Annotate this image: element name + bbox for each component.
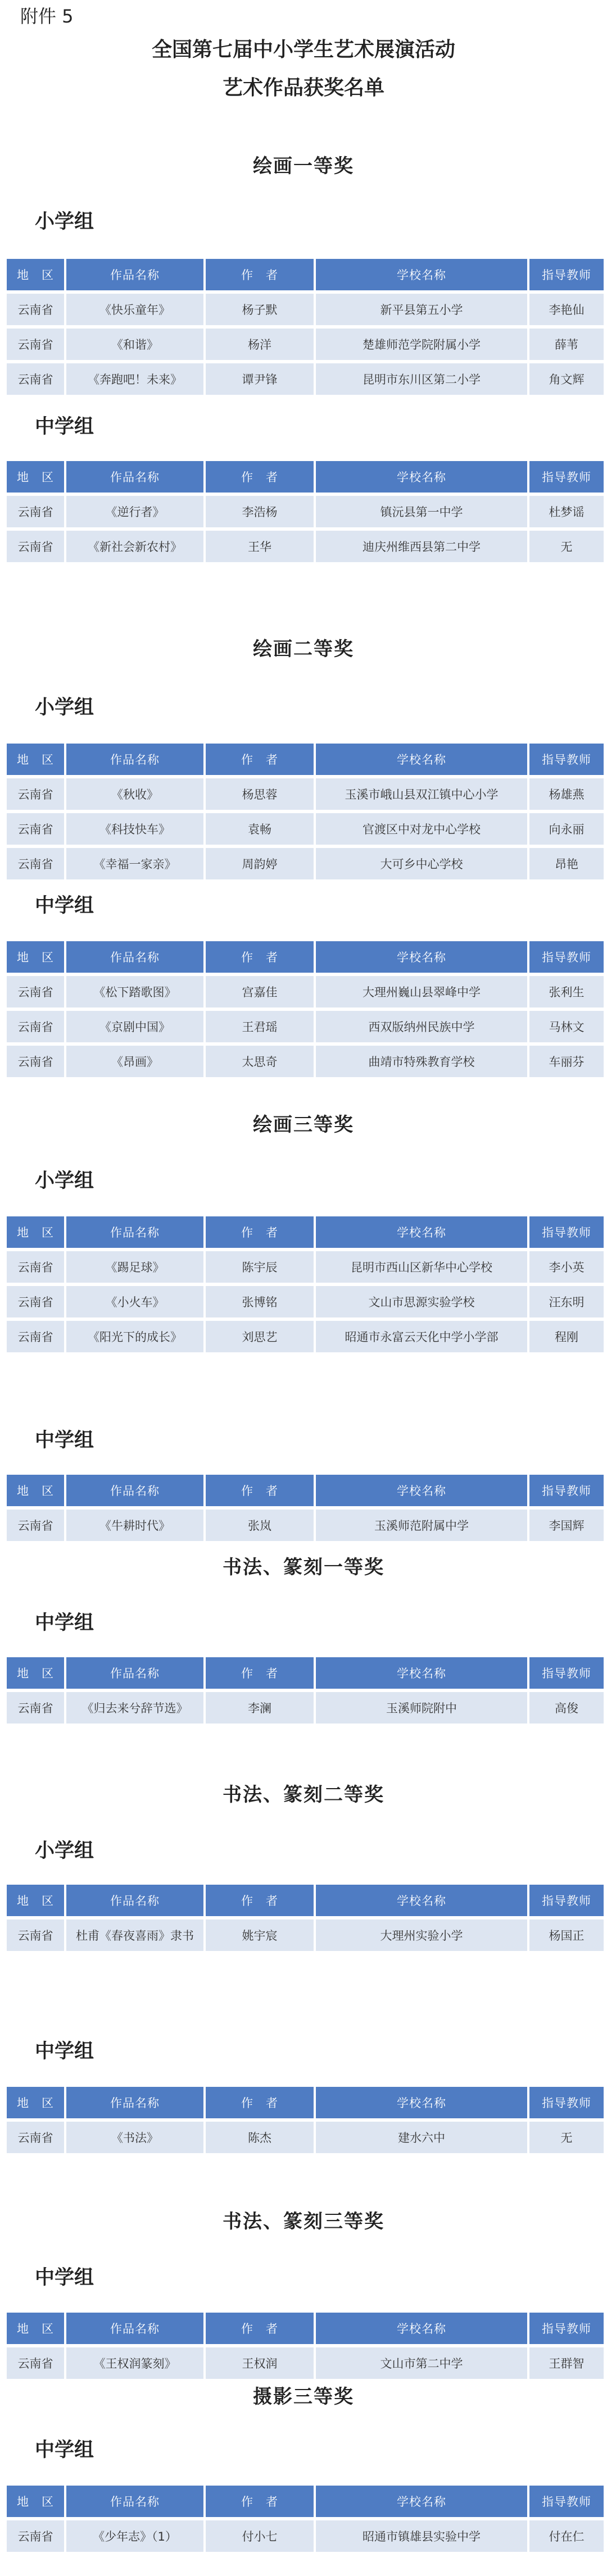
table-row — [7, 848, 604, 879]
author-header: 作 者 — [206, 1475, 314, 1506]
author-cell: 谭尹锋 — [206, 363, 314, 395]
school-header: 学校名称 — [316, 1657, 527, 1689]
school-cell: 曲靖市特殊教育学校 — [316, 1046, 527, 1077]
region-cell: 云南省 — [7, 1251, 64, 1283]
region-cell: 云南省 — [7, 1011, 64, 1042]
teacher-cell: 角文辉 — [529, 363, 604, 395]
work-name-header: 作品名称 — [66, 1657, 203, 1689]
author-header: 作 者 — [206, 461, 314, 493]
table-header-row — [7, 259, 604, 290]
table-header-row — [7, 2486, 604, 2517]
award-table — [4, 1654, 606, 1727]
author-cell: 付小七 — [206, 2520, 314, 2552]
author-cell: 杨思蓉 — [206, 778, 314, 810]
region-header: 地 区 — [7, 744, 64, 775]
author-cell: 袁畅 — [206, 813, 314, 845]
table-row — [7, 1692, 604, 1724]
region-header: 地 区 — [7, 2087, 64, 2118]
work-name-cell: 《逆行者》 — [66, 496, 203, 527]
work-name-cell: 《小火车》 — [66, 1286, 203, 1317]
table-row — [7, 496, 604, 527]
table-header-row — [7, 1657, 604, 1689]
region-cell: 云南省 — [7, 294, 64, 325]
attachment-label: 附件 5 — [20, 6, 74, 27]
region-cell: 云南省 — [7, 1286, 64, 1317]
section-title: 绘画三等奖 — [253, 1114, 354, 1136]
region-header: 地 区 — [7, 461, 64, 493]
table-header-row — [7, 744, 604, 775]
work-name-cell: 《归去来兮辞节选》 — [66, 1692, 203, 1724]
table-header-row — [7, 1475, 604, 1506]
author-cell: 张博铭 — [206, 1286, 314, 1317]
region-header: 地 区 — [7, 259, 64, 290]
table-header-row — [7, 941, 604, 973]
section-title: 摄影三等奖 — [253, 2386, 354, 2408]
school-header: 学校名称 — [316, 2087, 527, 2118]
group-title: 中学组 — [35, 1612, 94, 1634]
author-cell: 王华 — [206, 531, 314, 562]
author-cell: 周韵婷 — [206, 848, 314, 879]
teacher-cell: 李国辉 — [529, 1510, 604, 1541]
teacher-cell: 杨国正 — [529, 1920, 604, 1951]
school-cell: 昭通市永富云天化中学小学部 — [316, 1321, 527, 1352]
work-name-cell: 《松下踏歌图》 — [66, 976, 203, 1007]
school-cell: 楚雄师范学院附属小学 — [316, 329, 527, 360]
award-table — [4, 1471, 606, 1544]
region-header: 地 区 — [7, 1657, 64, 1689]
author-cell: 太思奇 — [206, 1046, 314, 1077]
table-row — [7, 2347, 604, 2379]
region-cell: 云南省 — [7, 813, 64, 845]
author-header: 作 者 — [206, 1216, 314, 1248]
section-title: 绘画一等奖 — [253, 155, 354, 177]
award-table — [4, 740, 606, 883]
group-title: 中学组 — [35, 416, 94, 438]
school-cell: 镇沅县第一中学 — [316, 496, 527, 527]
teacher-header: 指导教师 — [529, 2486, 604, 2517]
table-row — [7, 1321, 604, 1352]
work-name-cell: 《王权润篆刻》 — [66, 2347, 203, 2379]
teacher-header: 指导教师 — [529, 259, 604, 290]
author-cell: 杨子默 — [206, 294, 314, 325]
teacher-cell: 杜梦谣 — [529, 496, 604, 527]
school-cell: 玉溪师院附中 — [316, 1692, 527, 1724]
school-cell: 新平县第五小学 — [316, 294, 527, 325]
table-row — [7, 2122, 604, 2153]
table-header-row — [7, 1885, 604, 1916]
teacher-header: 指导教师 — [529, 461, 604, 493]
region-cell: 云南省 — [7, 1321, 64, 1352]
teacher-cell: 程刚 — [529, 1321, 604, 1352]
school-header: 学校名称 — [316, 2486, 527, 2517]
author-header: 作 者 — [206, 1657, 314, 1689]
award-table — [4, 256, 606, 398]
group-title: 中学组 — [35, 2040, 94, 2063]
school-cell: 官渡区中对龙中心学校 — [316, 813, 527, 845]
teacher-cell: 李小英 — [529, 1251, 604, 1283]
region-cell: 云南省 — [7, 531, 64, 562]
table-header-row — [7, 2087, 604, 2118]
section-title: 书法、篆刻三等奖 — [223, 2210, 384, 2233]
work-name-cell: 《踢足球》 — [66, 1251, 203, 1283]
award-table — [4, 938, 606, 1080]
school-header: 学校名称 — [316, 1885, 527, 1916]
work-name-cell: 《昂画》 — [66, 1046, 203, 1077]
teacher-header: 指导教师 — [529, 2087, 604, 2118]
group-title: 小学组 — [35, 1170, 94, 1192]
region-cell: 云南省 — [7, 1046, 64, 1077]
school-cell: 文山市思源实验学校 — [316, 1286, 527, 1317]
document-title: 全国第七届中小学生艺术展演活动 — [151, 38, 455, 61]
table-row — [7, 531, 604, 562]
school-cell: 昭通市镇雄县实验中学 — [316, 2520, 527, 2552]
author-cell: 杨洋 — [206, 329, 314, 360]
author-cell: 宫嘉佳 — [206, 976, 314, 1007]
author-header: 作 者 — [206, 941, 314, 973]
section-title: 书法、篆刻二等奖 — [223, 1784, 384, 1806]
region-cell: 云南省 — [7, 1692, 64, 1724]
school-cell: 玉溪师范附属中学 — [316, 1510, 527, 1541]
document-subtitle: 艺术作品获奖名单 — [222, 76, 384, 99]
award-table — [4, 2309, 606, 2382]
teacher-cell: 无 — [529, 531, 604, 562]
teacher-cell: 车丽芬 — [529, 1046, 604, 1077]
section-title: 书法、篆刻一等奖 — [223, 1556, 384, 1579]
group-title: 中学组 — [35, 2267, 94, 2289]
teacher-cell: 向永丽 — [529, 813, 604, 845]
work-name-cell: 《牛耕时代》 — [66, 1510, 203, 1541]
teacher-header: 指导教师 — [529, 1885, 604, 1916]
work-name-cell: 《书法》 — [66, 2122, 203, 2153]
author-header: 作 者 — [206, 1885, 314, 1916]
table-row — [7, 1286, 604, 1317]
region-cell: 云南省 — [7, 976, 64, 1007]
work-name-header: 作品名称 — [66, 461, 203, 493]
work-name-cell: 《幸福一家亲》 — [66, 848, 203, 879]
school-cell: 大理州巍山县翠峰中学 — [316, 976, 527, 1007]
teacher-cell: 付在仁 — [529, 2520, 604, 2552]
region-cell: 云南省 — [7, 778, 64, 810]
table-row — [7, 329, 604, 360]
work-name-header: 作品名称 — [66, 2313, 203, 2344]
region-header: 地 区 — [7, 1475, 64, 1506]
teacher-header: 指导教师 — [529, 744, 604, 775]
work-name-cell: 《快乐童年》 — [66, 294, 203, 325]
region-cell: 云南省 — [7, 1920, 64, 1951]
region-header: 地 区 — [7, 1216, 64, 1248]
region-cell: 云南省 — [7, 329, 64, 360]
school-cell: 玉溪市峨山县双江镇中心小学 — [316, 778, 527, 810]
teacher-cell: 马林文 — [529, 1011, 604, 1042]
region-header: 地 区 — [7, 2313, 64, 2344]
table-row — [7, 976, 604, 1007]
author-cell: 王权润 — [206, 2347, 314, 2379]
region-cell: 云南省 — [7, 848, 64, 879]
region-cell: 云南省 — [7, 363, 64, 395]
teacher-header: 指导教师 — [529, 2313, 604, 2344]
author-header: 作 者 — [206, 2313, 314, 2344]
award-table — [4, 2482, 606, 2555]
work-name-cell: 杜甫《春夜喜雨》隶书 — [66, 1920, 203, 1951]
author-cell: 陈杰 — [206, 2122, 314, 2153]
teacher-cell: 无 — [529, 2122, 604, 2153]
author-cell: 李浩杨 — [206, 496, 314, 527]
author-cell: 陈宇辰 — [206, 1251, 314, 1283]
work-name-cell: 《科技快车》 — [66, 813, 203, 845]
author-cell: 李澜 — [206, 1692, 314, 1724]
school-cell: 大可乡中心学校 — [316, 848, 527, 879]
table-row — [7, 1251, 604, 1283]
table-row — [7, 813, 604, 845]
school-cell: 大理州实验小学 — [316, 1920, 527, 1951]
work-name-cell: 《秋收》 — [66, 778, 203, 810]
work-name-cell: 《和谐》 — [66, 329, 203, 360]
teacher-cell: 王群智 — [529, 2347, 604, 2379]
region-cell: 云南省 — [7, 2347, 64, 2379]
work-name-header: 作品名称 — [66, 1216, 203, 1248]
author-header: 作 者 — [206, 259, 314, 290]
teacher-header: 指导教师 — [529, 1216, 604, 1248]
table-row — [7, 778, 604, 810]
teacher-cell: 张利生 — [529, 976, 604, 1007]
work-name-header: 作品名称 — [66, 259, 203, 290]
work-name-cell: 《京剧中国》 — [66, 1011, 203, 1042]
table-header-row — [7, 1216, 604, 1248]
teacher-header: 指导教师 — [529, 1657, 604, 1689]
author-cell: 张岚 — [206, 1510, 314, 1541]
table-row — [7, 1011, 604, 1042]
work-name-header: 作品名称 — [66, 2486, 203, 2517]
school-cell: 建水六中 — [316, 2122, 527, 2153]
table-row — [7, 1920, 604, 1951]
author-cell: 王君瑶 — [206, 1011, 314, 1042]
region-cell: 云南省 — [7, 496, 64, 527]
school-header: 学校名称 — [316, 259, 527, 290]
teacher-header: 指导教师 — [529, 1475, 604, 1506]
region-cell: 云南省 — [7, 2520, 64, 2552]
teacher-cell: 杨雄燕 — [529, 778, 604, 810]
school-header: 学校名称 — [316, 2313, 527, 2344]
work-name-cell: 《新社会新农村》 — [66, 531, 203, 562]
table-row — [7, 2520, 604, 2552]
award-table — [4, 2083, 606, 2156]
teacher-cell: 昂艳 — [529, 848, 604, 879]
table-row — [7, 363, 604, 395]
work-name-header: 作品名称 — [66, 2087, 203, 2118]
school-cell: 西双版纳州民族中学 — [316, 1011, 527, 1042]
region-header: 地 区 — [7, 941, 64, 973]
work-name-header: 作品名称 — [66, 1475, 203, 1506]
school-header: 学校名称 — [316, 744, 527, 775]
group-title: 中学组 — [35, 2439, 94, 2461]
group-title: 小学组 — [35, 696, 94, 719]
teacher-cell: 李艳仙 — [529, 294, 604, 325]
award-table — [4, 1213, 606, 1356]
section-title: 绘画二等奖 — [253, 638, 354, 660]
author-header: 作 者 — [206, 2087, 314, 2118]
table-row — [7, 1046, 604, 1077]
teacher-cell: 薛苇 — [529, 329, 604, 360]
school-header: 学校名称 — [316, 941, 527, 973]
school-cell: 昆明市东川区第二小学 — [316, 363, 527, 395]
author-header: 作 者 — [206, 744, 314, 775]
table-row — [7, 1510, 604, 1541]
author-cell: 刘思艺 — [206, 1321, 314, 1352]
work-name-header: 作品名称 — [66, 941, 203, 973]
teacher-header: 指导教师 — [529, 941, 604, 973]
group-title: 小学组 — [35, 1840, 94, 1862]
school-header: 学校名称 — [316, 461, 527, 493]
award-table — [4, 1881, 606, 1954]
school-cell: 昆明市西山区新华中心学校 — [316, 1251, 527, 1283]
teacher-cell: 汪东明 — [529, 1286, 604, 1317]
school-header: 学校名称 — [316, 1475, 527, 1506]
region-cell: 云南省 — [7, 1510, 64, 1541]
region-cell: 云南省 — [7, 2122, 64, 2153]
group-title: 中学组 — [35, 895, 94, 917]
group-title: 小学组 — [35, 211, 94, 233]
region-header: 地 区 — [7, 2486, 64, 2517]
work-name-header: 作品名称 — [66, 744, 203, 775]
group-title: 中学组 — [35, 1429, 94, 1452]
school-cell: 文山市第二中学 — [316, 2347, 527, 2379]
work-name-header: 作品名称 — [66, 1885, 203, 1916]
school-cell: 迪庆州维西县第二中学 — [316, 531, 527, 562]
region-header: 地 区 — [7, 1885, 64, 1916]
school-header: 学校名称 — [316, 1216, 527, 1248]
teacher-cell: 高俊 — [529, 1692, 604, 1724]
author-header: 作 者 — [206, 2486, 314, 2517]
table-header-row — [7, 461, 604, 493]
work-name-cell: 《少年志》（1） — [66, 2520, 203, 2552]
table-row — [7, 294, 604, 325]
award-table — [4, 458, 606, 566]
author-cell: 姚宇宸 — [206, 1920, 314, 1951]
work-name-cell: 《阳光下的成长》 — [66, 1321, 203, 1352]
table-header-row — [7, 2313, 604, 2344]
work-name-cell: 《奔跑吧！未来》 — [66, 363, 203, 395]
